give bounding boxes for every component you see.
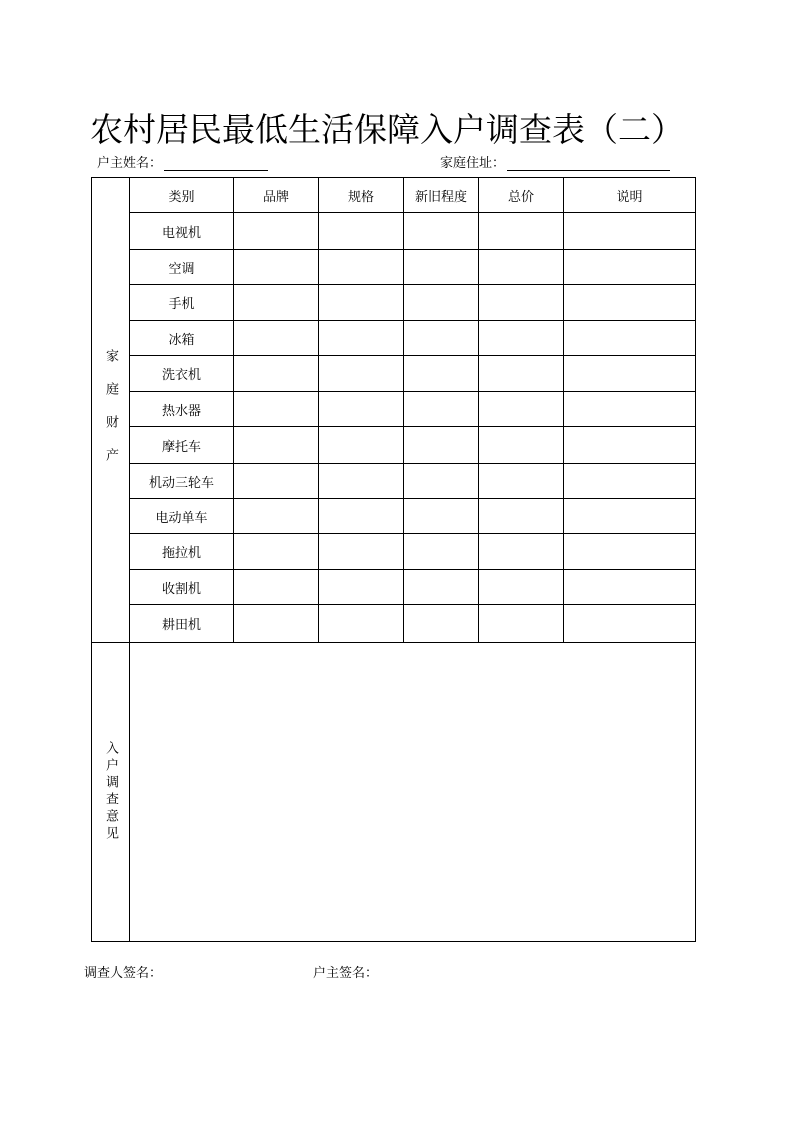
spec-cell[interactable] xyxy=(319,427,404,464)
note-cell[interactable] xyxy=(564,356,696,392)
spec-cell[interactable] xyxy=(319,321,404,356)
spec-cell[interactable] xyxy=(319,499,404,534)
table-row xyxy=(92,499,696,534)
condition-cell[interactable] xyxy=(404,605,479,643)
note-cell[interactable] xyxy=(564,285,696,321)
spec-cell[interactable] xyxy=(319,534,404,570)
spec-cell[interactable] xyxy=(319,285,404,321)
spec-cell[interactable] xyxy=(319,392,404,427)
category-cell: 洗衣机 xyxy=(130,356,234,392)
spec-cell[interactable] xyxy=(319,464,404,499)
category-cell: 电动单车 xyxy=(130,499,234,534)
header-condition: 新旧程度 xyxy=(404,178,479,213)
table-row xyxy=(92,570,696,605)
opinion-content-cell[interactable] xyxy=(130,643,696,942)
total-cell[interactable] xyxy=(479,534,564,570)
total-cell[interactable] xyxy=(479,285,564,321)
note-cell[interactable] xyxy=(564,250,696,285)
table-row xyxy=(92,250,696,285)
household-head-label: 户主姓名： xyxy=(97,156,163,171)
note-cell[interactable] xyxy=(564,321,696,356)
opinion-row xyxy=(92,643,696,942)
brand-cell[interactable] xyxy=(234,464,319,499)
table-row xyxy=(92,321,696,356)
note-cell[interactable] xyxy=(564,605,696,643)
table-row xyxy=(92,392,696,427)
property-section-label: 家庭财产 xyxy=(103,349,118,481)
total-cell[interactable] xyxy=(479,213,564,250)
total-cell[interactable] xyxy=(479,250,564,285)
brand-cell[interactable] xyxy=(234,427,319,464)
category-cell: 冰箱 xyxy=(130,321,234,356)
condition-cell[interactable] xyxy=(404,321,479,356)
brand-cell[interactable] xyxy=(234,285,319,321)
condition-cell[interactable] xyxy=(404,250,479,285)
category-cell: 空调 xyxy=(130,250,234,285)
household-head-field xyxy=(97,152,268,171)
note-cell[interactable] xyxy=(564,534,696,570)
spec-cell[interactable] xyxy=(319,605,404,643)
brand-cell[interactable] xyxy=(234,570,319,605)
total-cell[interactable] xyxy=(479,392,564,427)
note-cell[interactable] xyxy=(564,570,696,605)
condition-cell[interactable] xyxy=(404,285,479,321)
table-row xyxy=(92,356,696,392)
note-cell[interactable] xyxy=(564,499,696,534)
opinion-section-label-cell xyxy=(92,643,130,942)
total-cell[interactable] xyxy=(479,321,564,356)
condition-cell[interactable] xyxy=(404,427,479,464)
table-row xyxy=(92,605,696,643)
category-cell: 摩托车 xyxy=(130,427,234,464)
address-input[interactable] xyxy=(507,156,670,171)
condition-cell[interactable] xyxy=(404,356,479,392)
header-category: 类别 xyxy=(130,178,234,213)
spec-cell[interactable] xyxy=(319,570,404,605)
brand-cell[interactable] xyxy=(234,356,319,392)
category-cell: 电视机 xyxy=(130,213,234,250)
category-cell: 热水器 xyxy=(130,392,234,427)
condition-cell[interactable] xyxy=(404,392,479,427)
category-cell: 机动三轮车 xyxy=(130,464,234,499)
table-row xyxy=(92,464,696,499)
header-spec: 规格 xyxy=(319,178,404,213)
category-cell: 收割机 xyxy=(130,570,234,605)
brand-cell[interactable] xyxy=(234,534,319,570)
brand-cell[interactable] xyxy=(234,213,319,250)
address-field xyxy=(440,152,670,171)
investigator-signature: 调查人签名： xyxy=(84,966,163,981)
table-row xyxy=(92,213,696,250)
header-note: 说明 xyxy=(564,178,696,213)
address-label: 家庭住址： xyxy=(440,156,506,171)
table-row xyxy=(92,285,696,321)
header-brand: 品牌 xyxy=(234,178,319,213)
total-cell[interactable] xyxy=(479,356,564,392)
opinion-section-label: 入户调查意见 xyxy=(103,741,118,843)
total-cell[interactable] xyxy=(479,499,564,534)
condition-cell[interactable] xyxy=(404,213,479,250)
condition-cell[interactable] xyxy=(404,464,479,499)
condition-cell[interactable] xyxy=(404,570,479,605)
survey-table xyxy=(91,177,696,942)
note-cell[interactable] xyxy=(564,213,696,250)
total-cell[interactable] xyxy=(479,605,564,643)
category-cell: 手机 xyxy=(130,285,234,321)
household-head-input[interactable] xyxy=(164,156,268,171)
table-row xyxy=(92,534,696,570)
header-row xyxy=(92,178,696,213)
total-cell[interactable] xyxy=(479,427,564,464)
brand-cell[interactable] xyxy=(234,321,319,356)
table-row xyxy=(92,427,696,464)
total-cell[interactable] xyxy=(479,464,564,499)
category-cell: 拖拉机 xyxy=(130,534,234,570)
category-cell: 耕田机 xyxy=(130,605,234,643)
condition-cell[interactable] xyxy=(404,499,479,534)
household-head-signature: 户主签名： xyxy=(313,966,379,981)
brand-cell[interactable] xyxy=(234,499,319,534)
spec-cell[interactable] xyxy=(319,250,404,285)
brand-cell[interactable] xyxy=(234,605,319,643)
note-cell[interactable] xyxy=(564,427,696,464)
condition-cell[interactable] xyxy=(404,534,479,570)
note-cell[interactable] xyxy=(564,464,696,499)
header-total: 总价 xyxy=(479,178,564,213)
note-cell[interactable] xyxy=(564,392,696,427)
spec-cell[interactable] xyxy=(319,356,404,392)
spec-cell[interactable] xyxy=(319,213,404,250)
brand-cell[interactable] xyxy=(234,250,319,285)
property-section-label-cell xyxy=(92,178,130,643)
brand-cell[interactable] xyxy=(234,392,319,427)
total-cell[interactable] xyxy=(479,570,564,605)
page-title: 农村居民最低生活保障入户调查表（二） xyxy=(90,110,684,149)
